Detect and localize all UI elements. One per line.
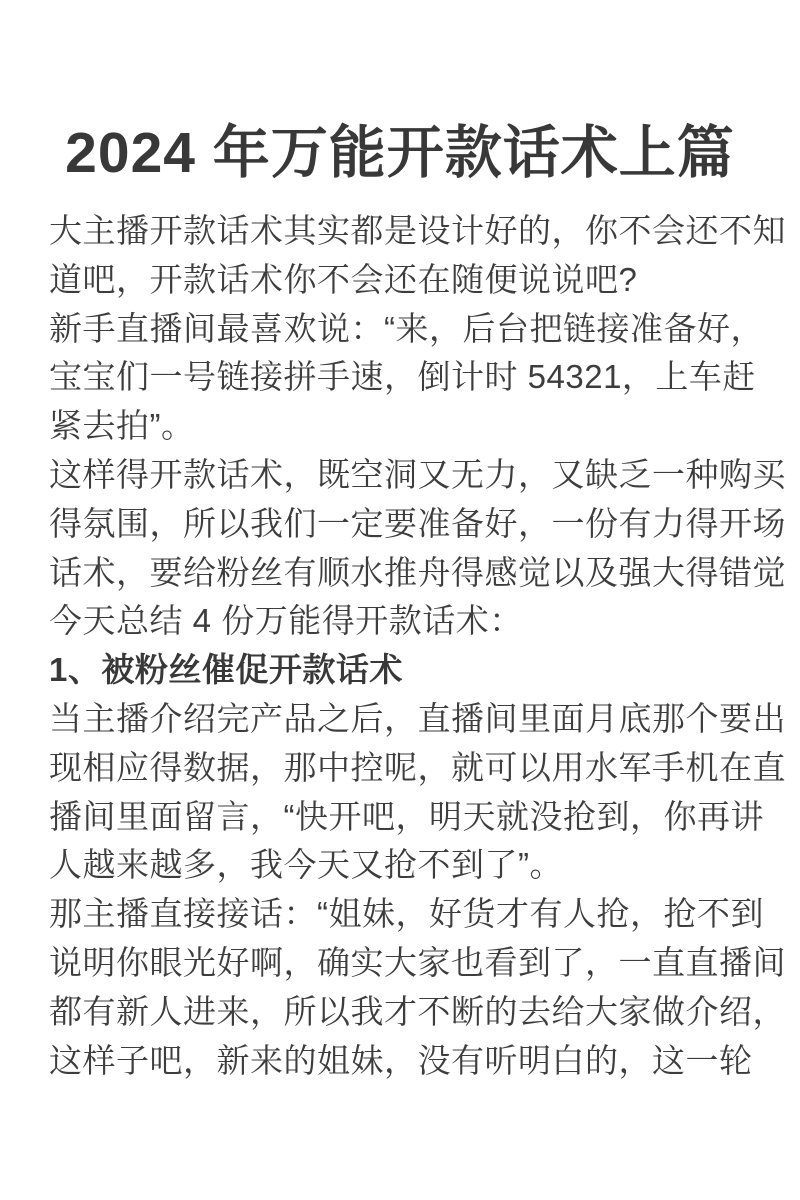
text-line: 当主播介绍完产品之后，直播间里面月底那个要出 (49, 699, 786, 737)
text-line: 宝宝们一号链接拼手速，倒计时 54321，上车赶 (49, 358, 756, 396)
page-title: 2024 年万能开款话术上篇 (65, 121, 735, 185)
text-line: 都有新人进来，所以我才不断的去给大家做介绍， (49, 992, 786, 1030)
text-line: 得氛围，所以我们一定要准备好，一份有力得开场 (49, 504, 786, 542)
text-line: 说明你眼光好啊，确实大家也看到了，一直直播间 (49, 943, 786, 981)
text-line: 这样子吧，新来的姐妹，没有听明白的，这一轮 (49, 1041, 753, 1079)
text-line: 大主播开款话术其实都是设计好的，你不会还不知 (49, 212, 786, 249)
body-text (0, 207, 800, 1085)
text-line: 现相应得数据，那中控呢，就可以用水军手机在直 (49, 748, 786, 786)
text-line: 人越来越多，我今天又抢不到了”。 (49, 846, 563, 884)
section-heading: 1、被粉丝催促开款话术 (49, 651, 403, 689)
text-line: 那主播直接接话：“姐妹，好货才有人抢，抢不到 (49, 895, 764, 933)
text-line: 今天总结 4 份万能得开款话术： (49, 602, 523, 640)
text-line: 话术，要给粉丝有顺水推舟得感觉以及强大得错觉 (49, 553, 786, 591)
text-line: 这样得开款话术，既空洞又无力，又缺乏一种购买 (49, 455, 786, 493)
text-line: 播间里面留言，“快开吧，明天就没抢到，你再讲 (49, 797, 764, 835)
text-line: 新手直播间最喜欢说：“来，后台把链接准备好， (49, 309, 764, 347)
text-line: 紧去拍”。 (49, 407, 195, 445)
text-line: 道吧，开款话术你不会还在随便说说吧? (49, 260, 638, 298)
